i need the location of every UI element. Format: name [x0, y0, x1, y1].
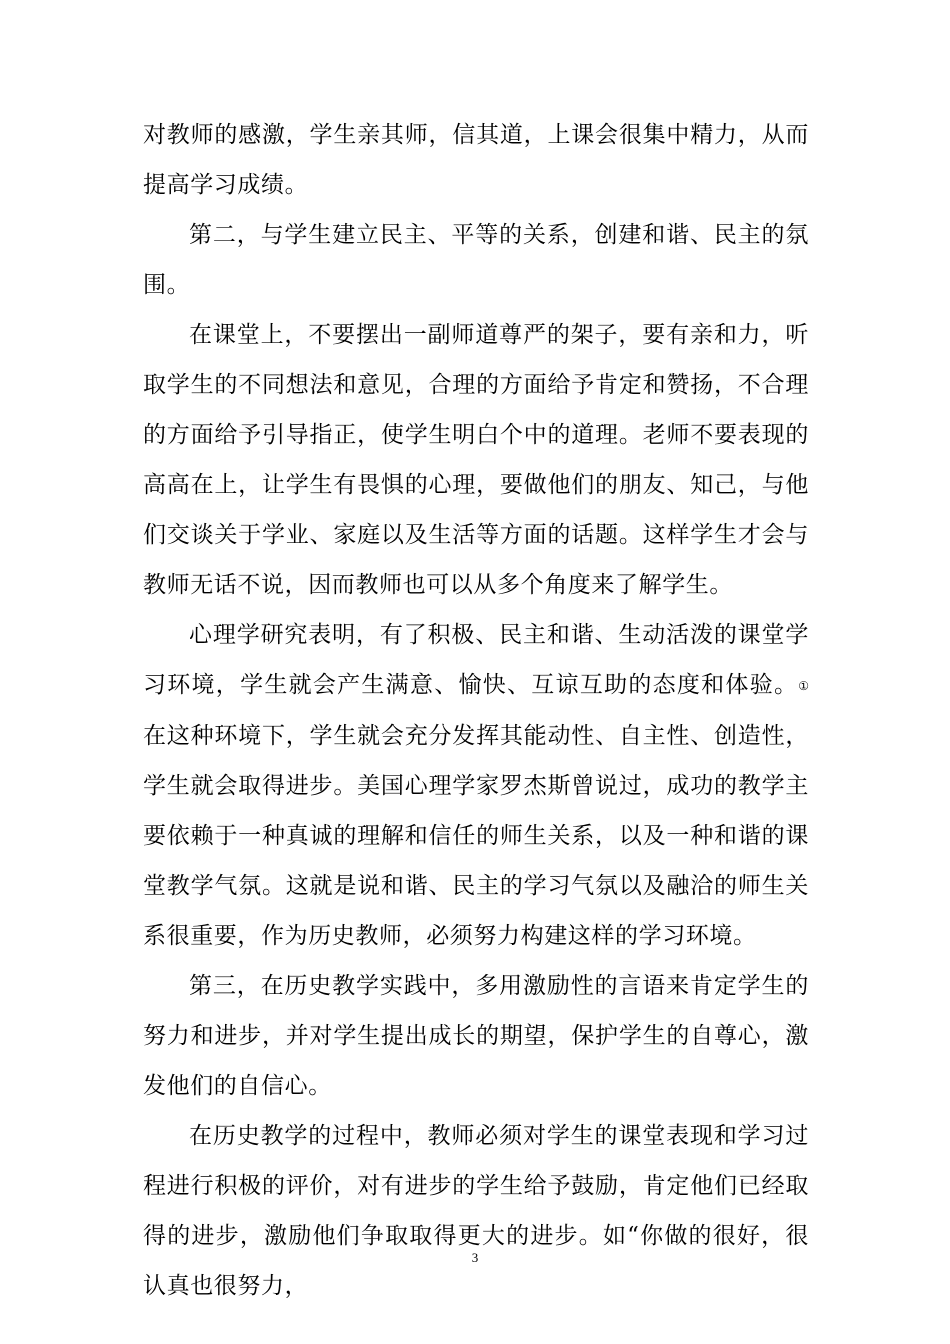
- paragraph-2: 第二，与学生建立民主、平等的关系，创建和谐、民主的氛围。: [143, 222, 809, 298]
- paragraph-5: 第三，在历史教学实践中，多用激励性的言语来肯定学生的努力和进步，并对学生提出成长的期望，保护学生的自尊心，激发他们的自信心。: [143, 973, 809, 1099]
- paragraph-4: [143, 610, 809, 961]
- body-text: [143, 110, 809, 1311]
- paragraph-4-text-before: 心理学研究表明，有了积极、民主和谐、生动活泼的课堂学习环境，学生就会产生满意、愉快、互谅互助的态度和体验。: [143, 622, 809, 698]
- paragraph-1: 对教师的感激，学生亲其师，信其道，上课会很集中精力，从而提高学习成绩。: [143, 122, 809, 198]
- paragraph-6: 在历史教学的过程中，教师必须对学生的课堂表现和学习过程进行积极的评价，对有进步的学生给予鼓励，肯定他们已经取得的进步，激励他们争取取得更大的进步。如“你做的很好，很认真也很努力，: [143, 1123, 809, 1299]
- paragraph-4-text-after: 在这种环境下，学生就会充分发挥其能动性、自主性、创造性，学生就会取得进步。美国心理学家罗杰斯曾说过，成功的教学主要依赖于一种真诚的理解和信任的师生关系，以及一种和谐的课堂教学气氛。这就是说和谐、民主的学习气氛以及融洽的师生关系很重要，作为历史教师，必须努力构建这样的学习环境。: [143, 723, 809, 949]
- page-number: 3: [471, 1250, 479, 1265]
- paragraph-3: 在课堂上，不要摆出一副师道尊严的架子，要有亲和力，听取学生的不同想法和意见，合理的方面给予肯定和赞扬，不合理的方面给予引导指正，使学生明白个中的道理。老师不要表现的高高在上，让学生有畏惧的心理，要做他们的朋友、知己，与他们交谈关于学业、家庭以及生活等方面的话题。这样学生才会与教师无话不说，因而教师也可以从多个角度来了解学生。: [143, 322, 809, 598]
- footnote-mark[interactable]: ①: [798, 679, 809, 693]
